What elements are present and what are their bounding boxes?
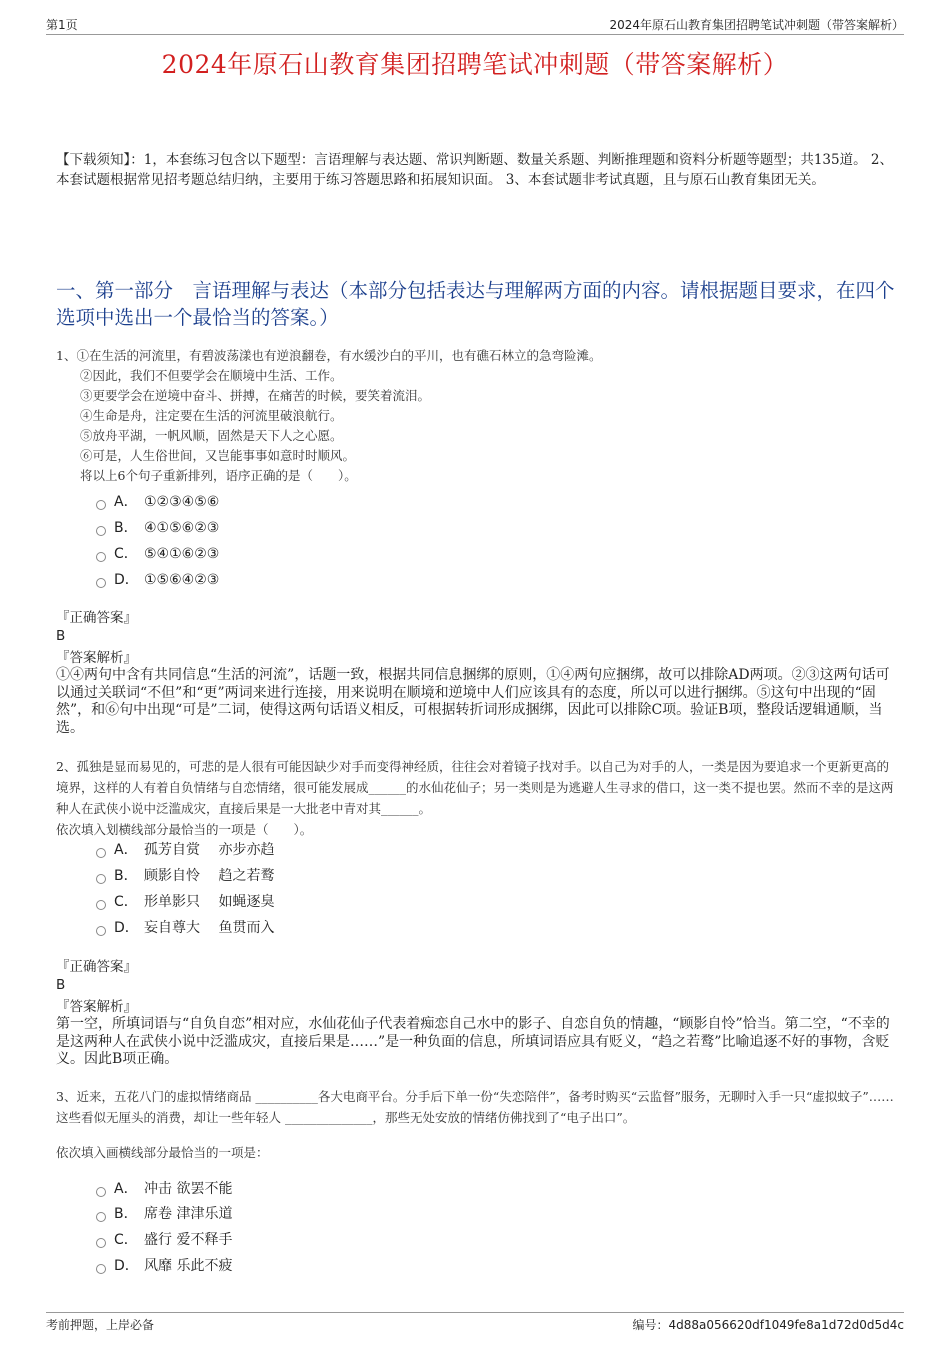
question-1-line: 1、①在生活的河流里，有碧波荡漾也有逆浪翻卷，有水缓沙白的平川，也有礁石林立的急弯险滩。 [56,348,602,363]
header-doc-title: 2024年原石山教育集团招聘笔试冲刺题（带答案解析） [609,18,904,32]
section-heading: 一、第一部分 言语理解与表达（本部分包括表达与理解两方面的内容。请根据题目要求，在四个选项中选出一个最恰当的答案。） [56,279,895,329]
question-2-stem [56,756,896,840]
radio-icon[interactable] [96,526,106,536]
download-notice: 【下载须知】：1，本套练习包含以下题型：言语理解与表达题、常识判断题、数量关系题、判断推理题和资料分析题等题型；共135道。 2、本套试题根据常见招考题总结归纳，主要用于练习答题思路和拓展知识面。 3、本套试题非考试真题，且与原石山教育集团无关。 [56,152,893,188]
option-a[interactable]: A． 孤芳自赏 亦步亦趋 [96,839,274,859]
question-3-text: 3、近来，五花八门的虚拟情绪商品 __________各大电商平台。分手后下单一份“失恋陪伴”，备考时购买“云监督”服务，无聊时入手一只“虚拟蚊子”……这些看似无厘头的消费，却让一些年轻人 ______________，那些无处安放的情绪仿佛找到了“电子出口”。 [56,1089,894,1125]
radio-icon[interactable] [96,500,106,510]
question-1-line: ④生命是舟，注定要在生活的河流里破浪航行。 [80,408,343,423]
question-1-prompt: 将以上6个句子重新排列，语序正确的是（ ）。 [80,468,357,483]
option-a[interactable]: A． ①②③④⑤⑥ [96,491,219,511]
option-c[interactable]: C． 形单影只 如蝇逐臭 [96,891,274,911]
page-header [46,14,904,35]
question-2-text: 2、孤独是显而易见的，可悲的是人很有可能因缺少对手而变得神经质，往往会对着镜子找对手。以自己为对手的人，一类是因为要追求一个更新更高的境界，这样的人有着自负情绪与自恋情绪，很可能发展成______的水仙花仙子；另一类则是为逃避人生寻求的借口，这一类不提也罢。然而不幸的是这两种人在武侠小说中泛滥成灾，直接后果是一大批老中青对其______。 [56,759,894,816]
answer-value: B [56,628,66,644]
answer-value: B [56,977,66,993]
radio-icon[interactable] [96,552,106,562]
radio-icon[interactable] [96,1264,106,1274]
option-d[interactable]: D． ①⑤⑥④②③ [96,569,219,589]
option-b[interactable]: B． 顾影自怜 趋之若鹜 [96,865,274,885]
analysis-text: ①④两句中含有共同信息“生活的河流”，话题一致，根据共同信息捆绑的原则，①④两句应捆绑，故可以排除AD两项。②③这两句话可以通过关联词“不但”和“更”两词来进行连接，用来说明在顺境和逆境中人们应该具有的态度，所以可以进行捆绑。⑤这句中出现的“固然”，和⑥句中出现“可是”二词，使得这两句话语义相反，可根据转折词形成捆绑，因此可以排除C项。验证B项，整段话逻辑通顺，当选。 [56,667,890,736]
radio-icon[interactable] [96,1212,106,1222]
question-3-stem [56,1086,896,1163]
option-d[interactable]: D． 妄自尊大 鱼贯而入 [96,917,274,937]
option-b[interactable]: B． ④①⑤⑥②③ [96,517,219,537]
analysis-label: 『答案解析』 [56,650,137,666]
page-number: 第1页 [46,18,78,32]
question-2-answer-block [56,958,898,1069]
analysis-label: 『答案解析』 [56,999,137,1015]
question-1-line: ②因此，我们不但要学会在顺境中生活、工作。 [80,368,343,383]
option-d[interactable]: D． 风靡 乐此不疲 [96,1255,232,1275]
footer-slogan: 考前押题，上岸必备 [46,1318,155,1332]
footer-code: 编号：4d88a056620df1049fe8a1d72d0d5d4c [632,1318,904,1332]
answer-label: 『正确答案』 [56,959,137,975]
question-1-line: ⑤放舟平湖，一帆风顺，固然是天下人之心愿。 [80,428,343,443]
option-c[interactable]: C． ⑤④①⑥②③ [96,543,219,563]
question-1-line: ③更要学会在逆境中奋斗、拼搏，在痛苦的时候，要笑着流泪。 [80,388,431,403]
radio-icon[interactable] [96,848,106,858]
question-1-answer-block [56,609,898,737]
option-b[interactable]: B． 席卷 津津乐道 [96,1203,232,1223]
answer-label: 『正确答案』 [56,610,137,626]
radio-icon[interactable] [96,578,106,588]
radio-icon[interactable] [96,1187,106,1197]
question-3-prompt: 依次填入画横线部分最恰当的一项是： [56,1145,269,1160]
radio-icon[interactable] [96,1238,106,1248]
question-1-stem [56,346,906,486]
analysis-text: 第一空，所填词语与“自负自恋”相对应，水仙花仙子代表着痴恋自己水中的影子、自恋自负的情趣，“顾影自怜”恰当。第二空，“不幸的是这两种人在武侠小说中泛滥成灾，直接后果是……”是一种负面的信息，所填词语应具有贬义，“趋之若鹜”比喻追逐不好的事物，含贬义。因此B项正确。 [56,1016,890,1067]
page-footer [46,1312,904,1332]
question-1-line: ⑥可是，人生俗世间，又岂能事事如意时时顺风。 [80,448,356,463]
radio-icon[interactable] [96,926,106,936]
option-c[interactable]: C． 盛行 爱不释手 [96,1229,232,1249]
option-a[interactable]: A． 冲击 欲罢不能 [96,1178,232,1198]
radio-icon[interactable] [96,874,106,884]
radio-icon[interactable] [96,900,106,910]
document-title: 2024年原石山教育集团招聘笔试冲刺题（带答案解析） [161,50,789,79]
question-2-prompt: 依次填入划横线部分最恰当的一项是（ ）。 [56,822,313,837]
